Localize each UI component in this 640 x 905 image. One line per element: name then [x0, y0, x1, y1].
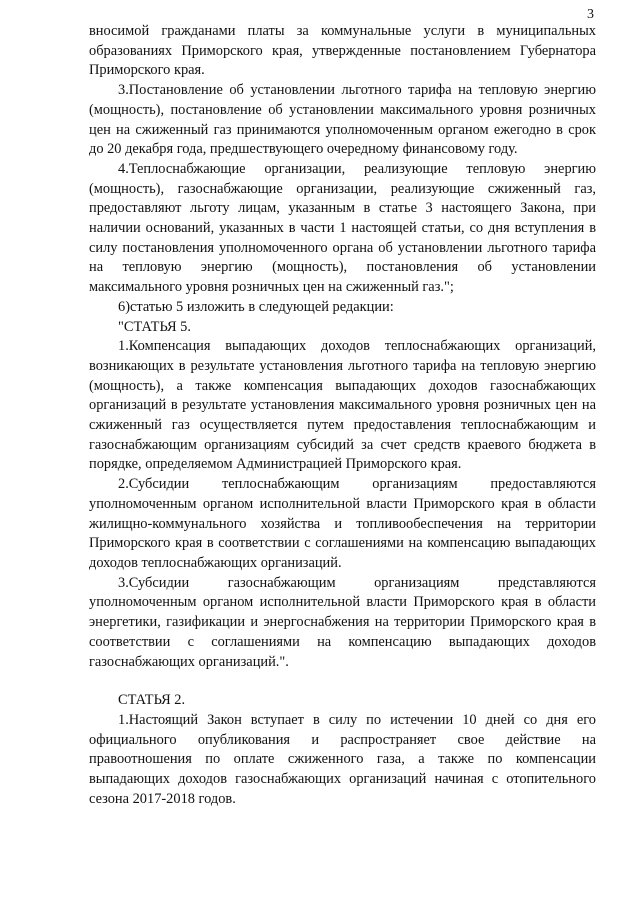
paragraph-part-4: 4.Теплоснабжающие организации, реализующие тепловую энергию (мощность), газоснабжающие организации, реализующие сжиженный газ, предоставляют льготу лицам, указанным в статье 3 настоящего Закона, при наличии оснований, указанных в части 1 настоящей статьи, со дня вступления в силу постановления уполномоченного органа об установлении льготного тарифа на тепловую энергию (мощность), постановления об установлении максимального уровня розничных цен на сжиженный газ."; [89, 160, 596, 296]
paragraph-continuation: вносимой гражданами платы за коммунальные услуги в муниципальных образованиях Приморского края, утвержденные постановлением Губернатора Приморского края. [89, 23, 596, 79]
document-body [89, 22, 596, 809]
article-5-part-1: 1.Компенсация выпадающих доходов теплоснабжающих организаций, возникающих в результате установления льготного тарифа на тепловую энергию (мощность), а также компенсация выпадающих доходов газоснабжающих организаций в результате установления максимального уровня розничных цен на сжиженный газ осуществляется путем предоставления теплоснабжающим и газоснабжающим организациям субсидий за счет средств краевого бюджета в порядке, определяемом Администрацией Приморского края. [89, 338, 596, 473]
page-number: 3 [587, 7, 594, 22]
article-5-part-2: 2.Субсидии теплоснабжающим организациям предоставляются уполномоченным органом исполнительной власти Приморского края в области жилищно-коммунального хозяйства и топливообеспечения на территории Приморского края в соответствии с соглашениями на компенсацию выпадающих доходов теплоснабжающих организаций. [89, 476, 596, 571]
paragraph-part-3: 3.Постановление об установлении льготного тарифа на тепловую энергию (мощность), постановление об установлении максимального уровня розничных цен на сжиженный газ принимаются уполномоченным органом ежегодно в срок до 20 декабря года, предшествующего очередному финансовому году. [89, 82, 596, 158]
paragraph-item-6: 6)статью 5 изложить в следующей редакции: [118, 298, 394, 315]
article-5-part-3: 3.Субсидии газоснабжающим организациям представляются уполномоченным органом исполнительной власти Приморского края в области энергетики, газификации и энергоснабжения на территории Приморского края в соответствии с соглашениями на компенсацию выпадающих доходов газоснабжающих организаций.". [89, 574, 596, 670]
article-5-heading: "СТАТЬЯ 5. [118, 318, 191, 335]
section-spacer [89, 672, 596, 691]
article-2-part-1: 1.Настоящий Закон вступает в силу по истечении 10 дней со дня его официального опубликования и распространяет свое действие на правоотношения по оплате сжиженного газа, а также по компенсации выпадающих доходов газоснабжающих организаций начиная с отопительного сезона 2017-2018 годов. [89, 711, 596, 807]
article-2-heading: СТАТЬЯ 2. [118, 692, 186, 709]
